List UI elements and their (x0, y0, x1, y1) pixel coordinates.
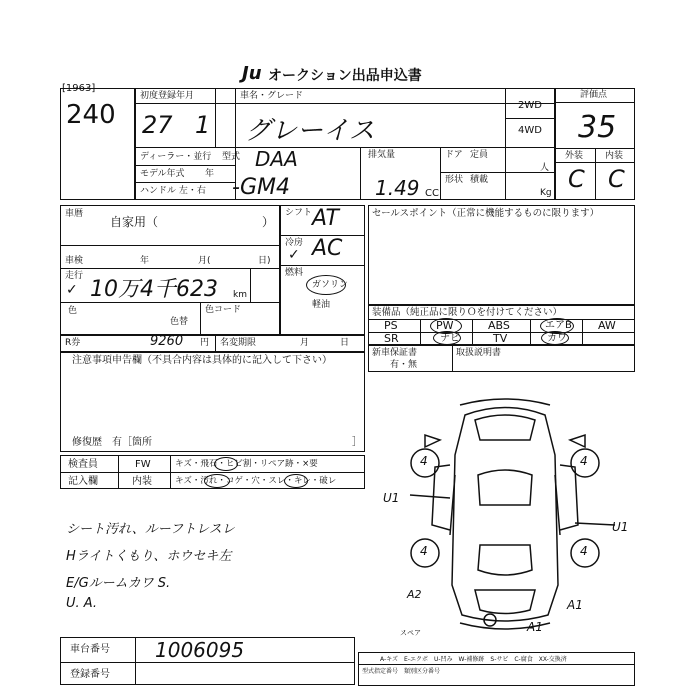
inspection-label: 車検 (65, 256, 84, 266)
displacement-value: 1.49 (375, 176, 420, 200)
inspection-month: 月( (198, 256, 211, 266)
mark-u1-right: U1 (612, 520, 629, 534)
equip-sr: SR (384, 332, 399, 345)
circle-dirt (204, 474, 230, 488)
equip-tv: TV (493, 332, 508, 345)
equip-ps: PS (384, 319, 398, 332)
mileage-unit: km (233, 290, 247, 300)
equip-aw: AW (598, 319, 616, 332)
inspection-day: 日) (258, 256, 271, 266)
drive-2wd: 2WD (518, 100, 542, 111)
form-title: オークション出品申込書 (268, 68, 422, 84)
type-label: 型式 (222, 152, 241, 162)
fw-label: FW (135, 459, 151, 470)
recycle-yen: 円 (200, 338, 210, 348)
fw-items: キズ・飛石・ヒビ割・リペア跡・×要 (175, 459, 318, 469)
color-label: 色 (68, 306, 78, 316)
notes-label: 注意事項申告欄（不具合内容は具体的に記入して下さい） (72, 355, 332, 366)
equip-abs: ABS (488, 319, 510, 332)
shift-value: AT (312, 206, 339, 231)
ext-value: C (568, 165, 585, 193)
mark-u1-left: U1 (383, 491, 400, 505)
lot-number: 240 (66, 100, 116, 130)
form-label: 形状 (445, 175, 464, 185)
equip-pw: PW (436, 319, 454, 332)
load-label: 積載 (470, 175, 489, 185)
tire-mark-fl: 4 (420, 454, 428, 468)
mark-a2: A2 (407, 588, 422, 601)
equip-airbag: エアB (545, 320, 572, 331)
type-value: DAA (255, 147, 298, 171)
warranty-value: 有・無 (390, 360, 418, 370)
note-line-3: E/Gルームカワ S. (66, 576, 171, 591)
int-label: 内装 (605, 151, 624, 161)
name-change-month: 月 (300, 338, 310, 348)
tire-mark-rr: 4 (580, 544, 588, 558)
usage-block (60, 205, 280, 335)
model-year-suffix: 年 (205, 169, 215, 179)
door-label: ドア (445, 150, 463, 160)
chassis-value: 1006095 (155, 638, 245, 662)
manual-label: 取扱説明書 (456, 348, 502, 358)
ext-label: 外装 (565, 151, 584, 161)
capacity-label: 定員 (470, 150, 489, 160)
equipment-label: 装備品（純正品に限りＯを付けてください） (372, 307, 563, 318)
legend-line-2: 型式指定番号 類別区分番号 (362, 668, 441, 675)
capacity-unit: 人 (540, 163, 550, 173)
recycle-value: 9260 (150, 334, 184, 349)
score-value: 35 (578, 110, 617, 145)
ac-check: ✓ (288, 247, 300, 263)
circle-stone (214, 457, 238, 471)
circle-wear (284, 474, 308, 488)
inspector-label: 検査員 (68, 459, 98, 470)
load-unit: Kg (540, 188, 552, 198)
note-line-4: U. A. (66, 596, 98, 611)
selling-points-block (368, 205, 635, 305)
registration-number-label: 登録番号 (70, 669, 110, 680)
shift-label: シフト (285, 208, 313, 218)
equip-navi: ナビ (440, 333, 460, 344)
registration-year: 27 (142, 111, 173, 139)
entry-label: 記入欄 (68, 476, 98, 487)
car-name-value: グレーイス (245, 116, 375, 146)
score-label: 評価点 (580, 90, 608, 100)
fuel-diesel: 軽油 (312, 300, 331, 310)
registration-label: 初度登録年月 (140, 91, 195, 101)
int-value: C (608, 165, 625, 193)
color-change-label: 色替 (170, 317, 189, 327)
logo: Ju (242, 63, 262, 84)
displacement-label: 排気量 (368, 150, 396, 160)
mileage-check: ✓ (66, 282, 78, 298)
mileage-value: 10万4千623 (90, 277, 218, 302)
interior-items: キズ・汚れ・コゲ・穴・スレ・キレ・破レ (175, 476, 337, 486)
color-code-label: 色コード (205, 305, 242, 315)
mark-a1-bottom: A1 (527, 620, 543, 634)
interior-label: 内装 (132, 476, 152, 487)
tire-mark-fr: 4 (580, 454, 588, 468)
name-change-label: 名変期限 (220, 338, 257, 348)
circle-leather (541, 331, 569, 345)
legend-line-1: A-キズ E-エクボ U-凹み W-補修跡 S-サビ C-腐食 XX-交換済 (380, 656, 567, 663)
fuel-label: 燃料 (285, 268, 304, 278)
fuel-gas: ガソリン (312, 280, 349, 290)
ac-value: AC (312, 236, 343, 261)
usage-value: 自家用（ (110, 215, 159, 229)
fuel-gas-circle (306, 275, 349, 295)
ac-label: 冷房 (285, 238, 304, 248)
mark-a1-rear: A1 (567, 598, 583, 612)
mileage-label: 走行 (65, 271, 84, 281)
recycle-block (60, 335, 365, 352)
sheet-code: [1963] (62, 83, 96, 94)
model-year-label: モデル年式 (140, 169, 185, 179)
repair-close: ］ (352, 437, 362, 448)
equip-leather: カワ (547, 333, 567, 344)
usage-close: ） (262, 215, 275, 229)
chassis-label: 車台番号 (70, 644, 110, 655)
car-name-label: 車名・グレード (240, 91, 304, 101)
recycle-label: R券 (65, 338, 81, 348)
handle-label: ハンドル 左・右 (140, 186, 206, 196)
inspection-year: 年 (140, 256, 150, 266)
note-line-2: Hライトくもり、ホウセキ左 (66, 549, 232, 564)
drive-4wd: 4WD (518, 125, 542, 136)
repair-label: 修復歴 有［箇所 (72, 437, 152, 448)
dealer-label: ディーラー・並行 (140, 152, 212, 162)
tire-mark-rl: 4 (420, 544, 428, 558)
name-change-day: 日 (340, 338, 350, 348)
usage-label: 車暦 (65, 209, 84, 219)
warranty-label: 新車保証書 (372, 348, 418, 358)
selling-points-label: セールスポイント（正常に機能するものに限ります） (372, 208, 600, 219)
circle-navi (433, 331, 461, 345)
type-value-2: -GM4 (232, 175, 290, 200)
note-line-1: シート汚れ、ルーフトレスレ (66, 522, 235, 537)
cc-unit: CC (425, 188, 439, 199)
registration-month: 1 (195, 111, 211, 139)
spare-label: スペア (400, 629, 421, 637)
